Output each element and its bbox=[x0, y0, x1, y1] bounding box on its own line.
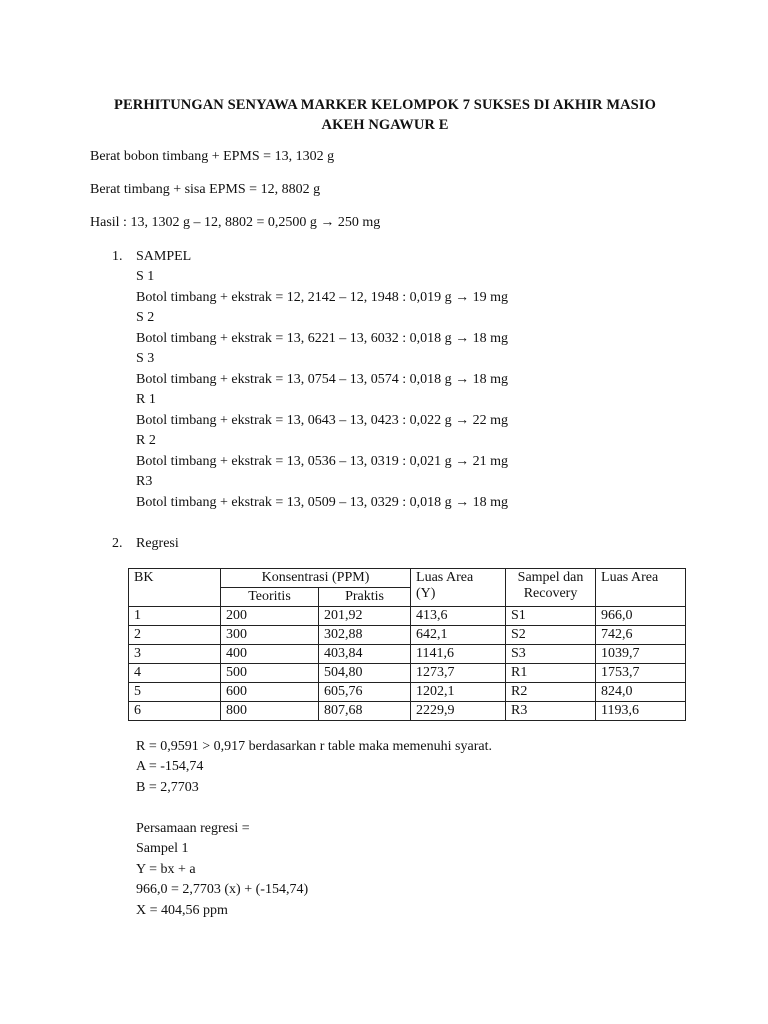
cell-teoritis: 200 bbox=[221, 607, 319, 626]
cell-teoritis: 400 bbox=[221, 645, 319, 664]
table-row bbox=[129, 702, 686, 721]
document-title bbox=[90, 95, 680, 135]
header-praktis: Praktis bbox=[319, 588, 411, 607]
section-1-number: 1. bbox=[112, 249, 123, 264]
cell-bk: 6 bbox=[129, 702, 221, 721]
sample-label: R 2 bbox=[136, 433, 156, 448]
header-sampel-line2: Recovery bbox=[523, 586, 578, 601]
sample-label: S 3 bbox=[136, 351, 155, 366]
cell-teoritis: 300 bbox=[221, 626, 319, 645]
header-bk: BK bbox=[129, 569, 221, 607]
regression-table bbox=[128, 568, 686, 721]
cell-luas-y: 642,1 bbox=[411, 626, 506, 645]
cell-praktis: 605,76 bbox=[319, 683, 411, 702]
cell-teoritis: 500 bbox=[221, 664, 319, 683]
equation-heading: Persamaan regresi = bbox=[136, 821, 250, 836]
table-row bbox=[129, 664, 686, 683]
sample-label: S 2 bbox=[136, 310, 155, 325]
sample-calculation: Botol timbang + ekstrak = 13, 0643 – 13, 0423 : 0,022 g → 22 mg bbox=[136, 413, 508, 428]
intro-weight-bobon: Berat bobon timbang + EPMS = 13, 1302 g bbox=[90, 149, 335, 164]
cell-sampel: R3 bbox=[506, 702, 596, 721]
cell-luas: 966,0 bbox=[596, 607, 686, 626]
cell-sampel: S2 bbox=[506, 626, 596, 645]
cell-bk: 5 bbox=[129, 683, 221, 702]
header-luas-area-y-line2: (Y) bbox=[416, 586, 436, 601]
header-sampel-line1: Sampel dan bbox=[517, 570, 584, 585]
cell-luas-y: 1141,6 bbox=[411, 645, 506, 664]
cell-luas: 1039,7 bbox=[596, 645, 686, 664]
table-row bbox=[129, 607, 686, 626]
sample-calculation: Botol timbang + ekstrak = 13, 0754 – 13, 0574 : 0,018 g → 18 mg bbox=[136, 372, 508, 387]
cell-teoritis: 600 bbox=[221, 683, 319, 702]
intro-weight-sisa: Berat timbang + sisa EPMS = 12, 8802 g bbox=[90, 182, 321, 197]
equation-sample-label: Sampel 1 bbox=[136, 841, 189, 856]
section-2-number: 2. bbox=[112, 536, 123, 551]
section-1-heading: SAMPEL bbox=[136, 249, 192, 264]
title-line-1: PERHITUNGAN SENYAWA MARKER KELOMPOK 7 SUKSES DI AKHIR MASIO bbox=[114, 97, 656, 113]
cell-bk: 3 bbox=[129, 645, 221, 664]
cell-sampel: S3 bbox=[506, 645, 596, 664]
cell-praktis: 302,88 bbox=[319, 626, 411, 645]
header-luas-area-y-line1: Luas Area bbox=[416, 570, 474, 585]
cell-sampel: R1 bbox=[506, 664, 596, 683]
sample-label: R3 bbox=[136, 474, 153, 489]
regression-a-value: A = -154,74 bbox=[136, 759, 204, 774]
sample-label: S 1 bbox=[136, 269, 155, 284]
cell-luas-y: 413,6 bbox=[411, 607, 506, 626]
cell-sampel: R2 bbox=[506, 683, 596, 702]
cell-luas: 742,6 bbox=[596, 626, 686, 645]
table-row bbox=[129, 626, 686, 645]
sample-calculation: Botol timbang + ekstrak = 13, 0509 – 13, 0329 : 0,018 g → 18 mg bbox=[136, 495, 508, 510]
cell-luas-y: 1273,7 bbox=[411, 664, 506, 683]
cell-luas-y: 1202,1 bbox=[411, 683, 506, 702]
cell-praktis: 403,84 bbox=[319, 645, 411, 664]
equation-formula: Y = bx + a bbox=[136, 862, 196, 877]
cell-sampel: S1 bbox=[506, 607, 596, 626]
title-line-2: AKEH NGAWUR E bbox=[321, 117, 449, 133]
cell-praktis: 807,68 bbox=[319, 702, 411, 721]
equation-result: X = 404,56 ppm bbox=[136, 903, 228, 918]
cell-luas: 1753,7 bbox=[596, 664, 686, 683]
header-teoritis: Teoritis bbox=[221, 588, 319, 607]
intro-hasil: Hasil : 13, 1302 g – 12, 8802 = 0,2500 g → 250 mg bbox=[90, 215, 381, 230]
header-luas-area: Luas Area bbox=[596, 569, 686, 607]
section-2-heading: Regresi bbox=[136, 536, 179, 551]
header-sampel-recovery bbox=[506, 569, 596, 607]
table-header-row bbox=[129, 569, 686, 588]
cell-praktis: 201,92 bbox=[319, 607, 411, 626]
sample-calculation: Botol timbang + ekstrak = 13, 6221 – 13, 6032 : 0,018 g → 18 mg bbox=[136, 331, 508, 346]
table-row bbox=[129, 683, 686, 702]
sample-calculation: Botol timbang + ekstrak = 13, 0536 – 13, 0319 : 0,021 g → 21 mg bbox=[136, 454, 508, 469]
header-konsentrasi: Konsentrasi (PPM) bbox=[221, 569, 411, 588]
cell-bk: 4 bbox=[129, 664, 221, 683]
equation-substitution: 966,0 = 2,7703 (x) + (-154,74) bbox=[136, 882, 309, 897]
cell-praktis: 504,80 bbox=[319, 664, 411, 683]
cell-luas: 1193,6 bbox=[596, 702, 686, 721]
regression-b-value: B = 2,7703 bbox=[136, 780, 199, 795]
sample-calculation: Botol timbang + ekstrak = 12, 2142 – 12, 1948 : 0,019 g → 19 mg bbox=[136, 290, 508, 305]
cell-luas-y: 2229,9 bbox=[411, 702, 506, 721]
sample-label: R 1 bbox=[136, 392, 156, 407]
table-row bbox=[129, 645, 686, 664]
cell-bk: 1 bbox=[129, 607, 221, 626]
cell-luas: 824,0 bbox=[596, 683, 686, 702]
header-luas-area-y bbox=[411, 569, 506, 607]
cell-bk: 2 bbox=[129, 626, 221, 645]
regression-r-value: R = 0,9591 > 0,917 berdasarkan r table maka memenuhi syarat. bbox=[136, 739, 492, 754]
cell-teoritis: 800 bbox=[221, 702, 319, 721]
